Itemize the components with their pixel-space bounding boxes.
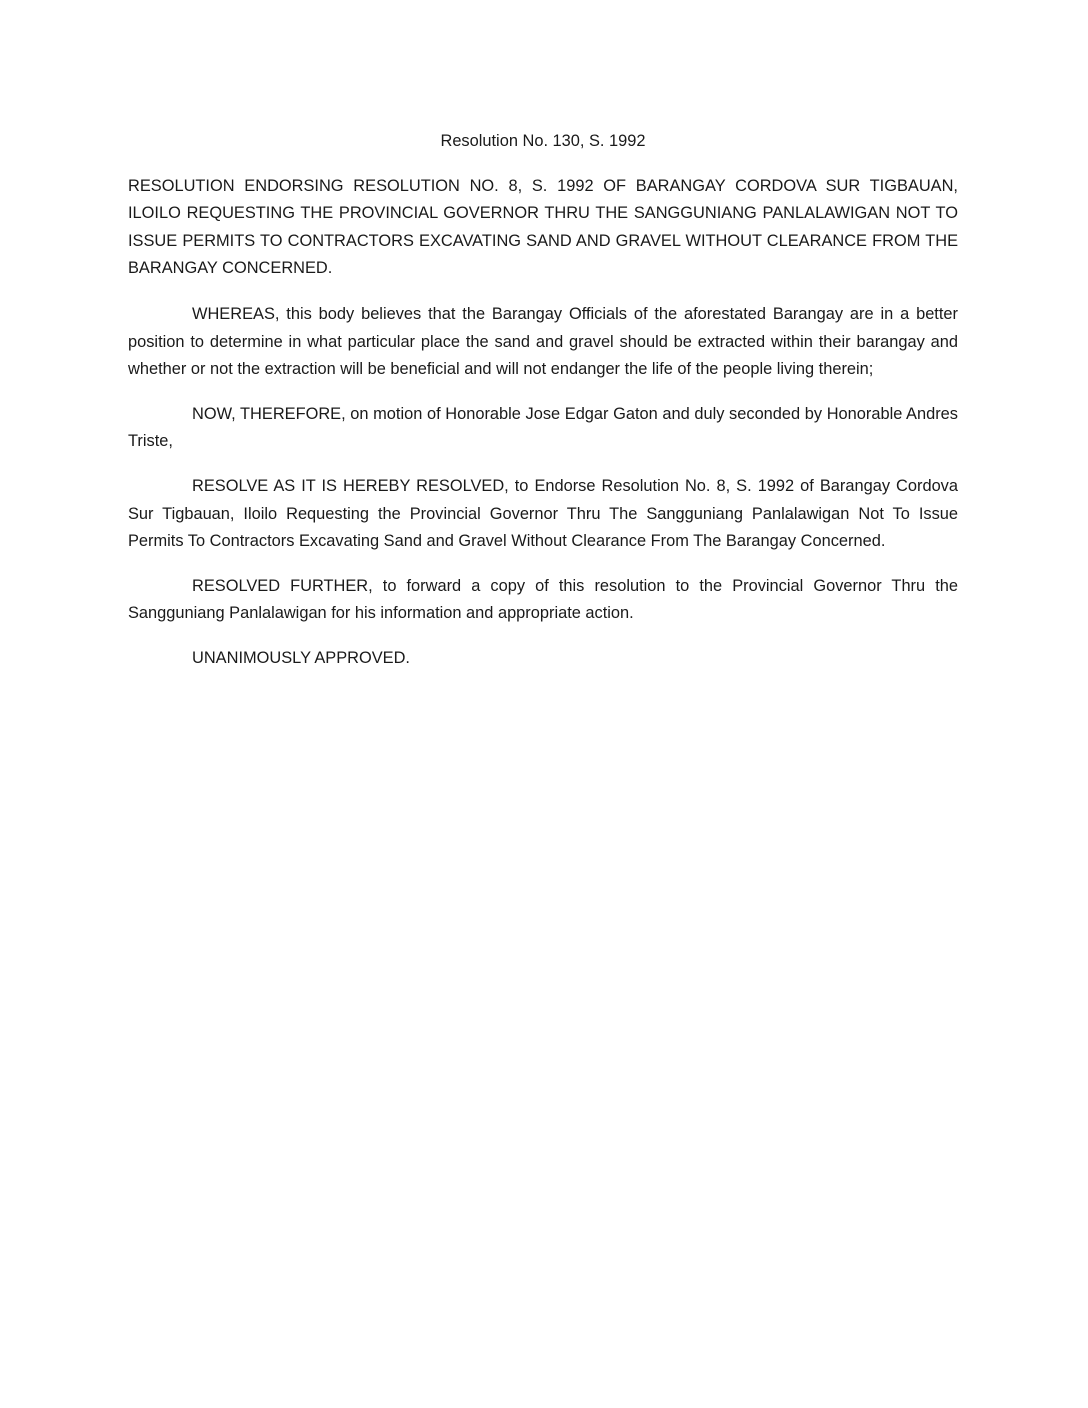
resolution-subject: RESOLUTION ENDORSING RESOLUTION NO. 8, S. 1992 OF BARANGAY CORDOVA SUR TIGBAUAN, ILOILO REQUESTING THE PROVINCIAL GOVERNOR THRU THE SANGGUNIANG PANLALAWIGAN NOT TO ISSUE PERMITS TO CONTRACTORS EXCAVATING SAND AND GRAVEL WITHOUT CLEARANCE FROM THE BARANGAY CONCERNED. bbox=[128, 176, 958, 278]
resolved-further-paragraph: RESOLVED FURTHER, to forward a copy of this resolution to the Provincial Governor Thru the Sangguniang Panlalawigan for his information and appropriate action. bbox=[128, 576, 958, 623]
now-therefore-paragraph: NOW, THEREFORE, on motion of Honorable Jose Edgar Gaton and duly seconded by Honorable Andres Triste, bbox=[128, 404, 958, 451]
resolve-paragraph: RESOLVE AS IT IS HEREBY RESOLVED, to Endorse Resolution No. 8, S. 1992 of Barangay Cordova Sur Tigbauan, Iloilo Requesting the Provincial Governor Thru The Sangguniang Panlalawigan Not To Issue Permits To Contractors Excavating Sand and Gravel Without Clearance From The Barangay Concerned. bbox=[128, 476, 958, 551]
approval-paragraph: UNANIMOUSLY APPROVED. bbox=[192, 648, 410, 667]
document-body bbox=[128, 128, 958, 690]
resolution-title: Resolution No. 130, S. 1992 bbox=[440, 132, 646, 150]
whereas-paragraph: WHEREAS, this body believes that the Barangay Officials of the aforestated Barangay are in a better position to determine in what particular place the sand and gravel should be extracted within their barangay and whether or not the extraction will be beneficial and will not endanger the life of the people living therein; bbox=[128, 304, 958, 379]
